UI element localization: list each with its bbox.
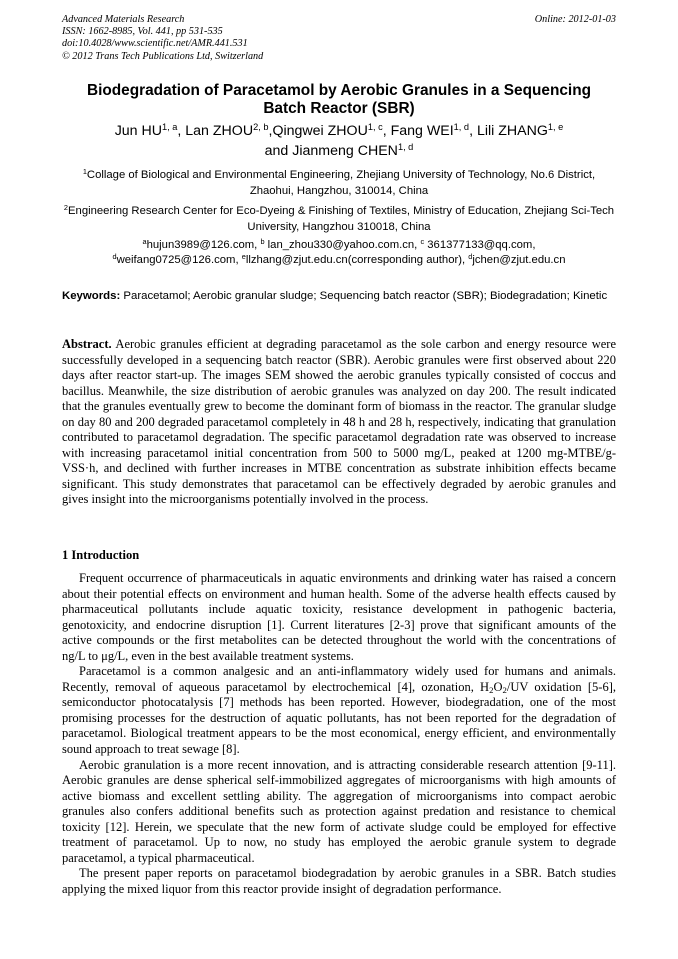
author-affiliation-mark: 1, d: [397, 141, 414, 152]
paragraph: Frequent occurrence of pharmaceuticals in aquatic environments and drinking water has raised a concern about their potential effects on environment and human health. Some of the adverse health effects caused by pharmaceutical pollutants include aquatic toxicity, resistance development in pathogenic bacteria, genotoxicity, and endocrine disruption [1]. Current literatures [2-3] prove that significant amounts of the active compounds or the first metabolites can be detected throughout the world with the concentrations of ng/L to μg/L, even in the best available treatment systems.: [62, 571, 616, 663]
affiliation-text: Collage of Biological and Environmental Engineering, Zhejiang University of Technology, No.6 District, Zhaohui, Hangzhou, 310014, China: [86, 169, 596, 197]
author-name: and Jianmeng CHEN: [264, 143, 398, 159]
email-address: 361377133@qq.com,: [424, 239, 536, 251]
email-address: jchen@zjut.edu.cn: [472, 254, 566, 267]
paragraph: Aerobic granulation is a more recent innovation, and is attracting considerable research attention [9-11]. Aerobic granules are dense spherical self-immobilized aggregates of microorganisms with high amounts of active biomass and excellent settling ability. The aggregation of microorganisms into compact aerobic granules also confers additional benefits such as protection against predation and resistance to chemical toxicity [12]. Herein, we speculate that the new form of activate sludge could be employed for effective treatment of paracetamol. Up to now, no study has employed the aerobic granule system to degrade paracetamol, a typical pharmaceutical.: [62, 757, 616, 865]
author-name: Lili ZHANG: [476, 123, 548, 139]
issn-line: ISSN: 1662-8985, Vol. 441, pp 531-535: [62, 26, 223, 38]
paper-title: [62, 82, 616, 118]
email-mark: e: [241, 252, 246, 262]
affiliation-1: [62, 168, 616, 199]
email-address: lan_zhou330@yahoo.com.cn,: [264, 239, 421, 251]
title-line-1: Biodegradation of Paracetamol by Aerobic Granules in a Sequencing: [86, 82, 591, 99]
email-mark: c: [420, 236, 425, 246]
email-address: llzhang@zjut.edu.cn(corresponding author),: [245, 254, 469, 267]
author-affiliation-mark: 1, c: [367, 121, 383, 132]
journal-header: [62, 14, 616, 63]
affiliation-text: Engineering Research Center for Eco-Dyeing & Finishing of Textiles, Ministry of Education, Zhejiang Sci-Tech University, Hangzhou 310018, China: [68, 205, 615, 233]
section-heading: 1 Introduction: [62, 548, 140, 562]
author-affiliation-mark: 1, a: [162, 121, 178, 132]
paragraph-segment: /UV oxidation [5-6], semiconductor photocatalysis [7] methods has been reported. However, biodegradation, one of the most promising processes for the destruction of aquatic pollutants, has not been reported for the degradation of paracetamol. Biological treatment appears to be the most economical, energy efficient, and environmentally sound approach to treat sewage [8].: [62, 679, 616, 757]
keywords-block: [62, 289, 616, 304]
email-address: weifang0725@126.com,: [116, 254, 242, 267]
journal-name: Advanced Materials Research: [62, 14, 185, 25]
paragraph: The present paper reports on paracetamol biodegradation by aerobic granules in a SBR. Batch studies applying the mixed liquor from this reactor provide insight of degradation performance.: [62, 866, 616, 896]
paragraph-segment: O: [493, 679, 503, 694]
email-mark: b: [260, 236, 265, 246]
affiliation-mark: 2: [63, 202, 68, 212]
title-line-2: Batch Reactor (SBR): [263, 100, 415, 117]
paragraph-segment: Paracetamol is a common analgesic and an anti-inflammatory widely used for humans and animals. Recently, removal of aqueous paracetamol by electrochemical [4], ozonation, H: [62, 664, 616, 694]
email-mark: d: [112, 252, 117, 262]
email-mark: a: [142, 236, 147, 246]
keywords-label: Keywords:: [62, 290, 121, 302]
author-name: Qingwei ZHOU: [272, 123, 368, 139]
author-list: Jun HU$^{1, a}$, Lan ZHOU$^{2, b}$,Qingwei ZHOU$^{1, c}$, Fang WEI$^{1, d}$, Lili ZHANG$^{1, e}$ and Jianmeng CHEN$^{1, d}$: [114, 121, 564, 159]
author-name: Jun HU: [114, 123, 162, 139]
online-date: Online: 2012-01-03: [534, 14, 616, 25]
affiliation-mark: 1: [82, 166, 87, 176]
email-list: [62, 238, 616, 269]
doi-line: doi:10.4028/www.scientific.net/AMR.441.531: [62, 38, 248, 50]
abstract-label: Abstract.: [62, 337, 112, 351]
affiliation-2: [62, 204, 616, 235]
abstract-text: Aerobic granules efficient at degrading paracetamol as the sole carbon and energy resource were successfully developed in a sequencing batch reactor (SBR). Aerobic granules were first observed about 220 days after reactor start-up. The images SEM showed the aerobic granules typically consisted of coccus and bacillus. Meanwhile, the size distribution of aerobic granules was analyzed on day 200. The result indicated that the granules eventually grew to become the dominant form of biomass in the reactor. The granular sludge on day 80 and 200 degraded paracetamol completely in 48 h and 28 h, respectively, indicating that granulation contributed to paracetamol degradation. The specific paracetamol degradation rate was observed to increase with increasing paracetamol initial concentration from 500 to 5000 mg/L, peaked at 1200 mg-MTBE/g-VSS·h, and declined with further increases in MTBE concentration as substrate inhibition effects became significant. This study demonstrates that paracetamol can be effectively degraded by aerobic granules and gives insight into the microorganisms potentially involved in the process.: [62, 337, 616, 506]
author-affiliation-mark: 2, b: [253, 121, 269, 132]
keywords-text: Paracetamol; Aerobic granular sludge; Sequencing batch reactor (SBR); Biodegradation; Kinetic: [120, 290, 608, 302]
abstract-block: [62, 337, 616, 508]
email-mark: d: [468, 252, 473, 262]
author-affiliation-mark: 1, d: [453, 121, 470, 132]
paragraph: [62, 664, 616, 757]
copyright-line: © 2012 Trans Tech Publications Ltd, Switzerland: [62, 50, 264, 62]
author-name: Lan ZHOU: [185, 123, 254, 139]
author-name: Fang WEI: [390, 123, 454, 139]
body-text: [62, 571, 616, 897]
email-address: hujun3989@126.com,: [146, 239, 261, 251]
subscript: 2: [489, 685, 494, 696]
subscript: 2: [502, 685, 507, 696]
author-affiliation-mark: 1, e: [547, 121, 564, 132]
